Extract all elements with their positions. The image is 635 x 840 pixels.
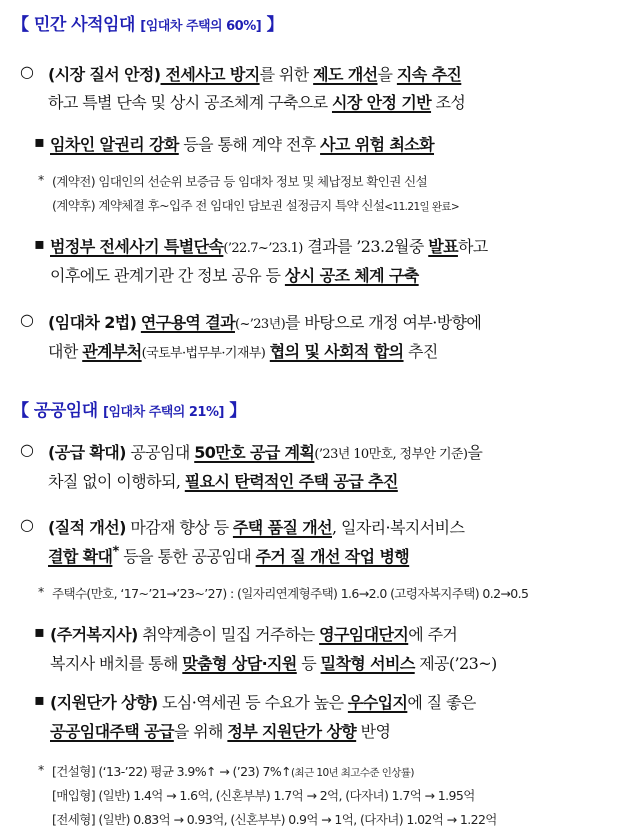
text-line: 차질 없이 이행하되, 필요시 탄력적인 주택 공급 추진 bbox=[48, 472, 398, 491]
text-line: 범정부 전세사기 특별단속(’22.7~’23.1) 결과를 ’23.2월중 발표하고 bbox=[50, 237, 488, 256]
section-subtitle: [임대차 주택의 21%] bbox=[103, 405, 224, 420]
section-heading-private-rental bbox=[12, 10, 283, 35]
bracket-close: 】 bbox=[229, 401, 246, 421]
section-title: 공공임대 bbox=[33, 401, 98, 421]
note-asterisk: * bbox=[38, 762, 44, 777]
note-line: [건설형] (‘13-’22) 평균 3.9%↑ → (’23) 7%↑(최근 10년 최고수준 인상률) bbox=[52, 764, 414, 779]
note-line: (계약후) 계약체결 후~입주 전 임대인 담보권 설정금지 특약 신설<11.21일 완료> bbox=[52, 198, 460, 213]
text-line: (임대차 2법) 연구용역 결과(~’23년)를 바탕으로 개정 여부·방향에 bbox=[48, 313, 482, 332]
circle-bullet: ○ bbox=[20, 515, 34, 534]
section-subtitle: [임대차 주택의 60%] bbox=[140, 19, 262, 34]
square-bullet: ▪ bbox=[34, 622, 45, 641]
bracket-open: 【 bbox=[12, 401, 29, 421]
note-asterisk: * bbox=[38, 172, 44, 187]
text-line: 하고 특별 단속 및 상시 공조체계 구축으로 시장 안정 기반 조성 bbox=[48, 93, 466, 112]
text-line: (지원단가 상향) 도심·역세권 등 수요가 높은 우수입지에 질 좋은 bbox=[50, 693, 476, 712]
circle-bullet: ○ bbox=[20, 62, 34, 81]
square-bullet: ▪ bbox=[34, 132, 45, 151]
section-heading-public-rental bbox=[12, 396, 246, 421]
text-line: 공공임대주택 공급을 위해 정부 지원단가 상향 반영 bbox=[50, 722, 391, 741]
note-line: (계약전) 임대인의 선순위 보증금 등 임대차 정보 및 체납정보 확인권 신설 bbox=[52, 174, 428, 189]
text-line: 결합 확대* 등을 통한 공공임대 주거 질 개선 작업 병행 bbox=[48, 544, 410, 566]
square-bullet: ▪ bbox=[34, 690, 45, 709]
note-asterisk: * bbox=[38, 584, 44, 599]
circle-bullet: ○ bbox=[20, 440, 34, 459]
text-line: (시장 질서 안정) 전세사고 방지를 위한 제도 개선을 지속 추진 bbox=[48, 65, 462, 84]
text-line: 이후에도 관계기관 간 정보 공유 등 상시 공조 체계 구축 bbox=[50, 266, 419, 285]
bracket-close: 】 bbox=[266, 15, 284, 35]
square-bullet: ▪ bbox=[34, 234, 45, 253]
text-line: (공급 확대) 공공임대 50만호 공급 계획(’23년 10만호, 정부안 기준)을 bbox=[48, 443, 483, 462]
note-line: [전세형] (일반) 0.83억 → 0.93억, (신혼부부) 0.9억 → 1억, (다자녀) 1.02억 → 1.22억 bbox=[52, 812, 497, 827]
circle-bullet: ○ bbox=[20, 310, 34, 329]
text-line: 대한 관계부처(국토부·법무부·기재부) 협의 및 사회적 합의 추진 bbox=[48, 342, 438, 361]
text-line: 복지사 배치를 통해 맞춤형 상담·지원 등 밀착형 서비스 제공(’23~) bbox=[50, 654, 497, 673]
note-line: [매입형] (일반) 1.4억 → 1.6억, (신혼부부) 1.7억 → 2억, (다자녀) 1.7억 → 1.95억 bbox=[52, 788, 475, 803]
text-line: (질적 개선) 마감재 향상 등 주택 품질 개선, 일자리·복지서비스 bbox=[48, 518, 465, 537]
note-line: 주택수(만호, ‘17~’21→’23~’27) : (일자리연계형주택) 1.6→2.0 (고령자복지주택) 0.2→0.5 bbox=[52, 586, 529, 601]
bracket-open: 【 bbox=[12, 15, 29, 35]
section-title: 민간 사적임대 bbox=[33, 15, 135, 35]
text-line: 임차인 알권리 강화 등을 통해 계약 전후 사고 위험 최소화 bbox=[50, 135, 435, 154]
text-line: (주거복지사) 취약계층이 밀집 거주하는 영구임대단지에 주거 bbox=[50, 625, 458, 644]
